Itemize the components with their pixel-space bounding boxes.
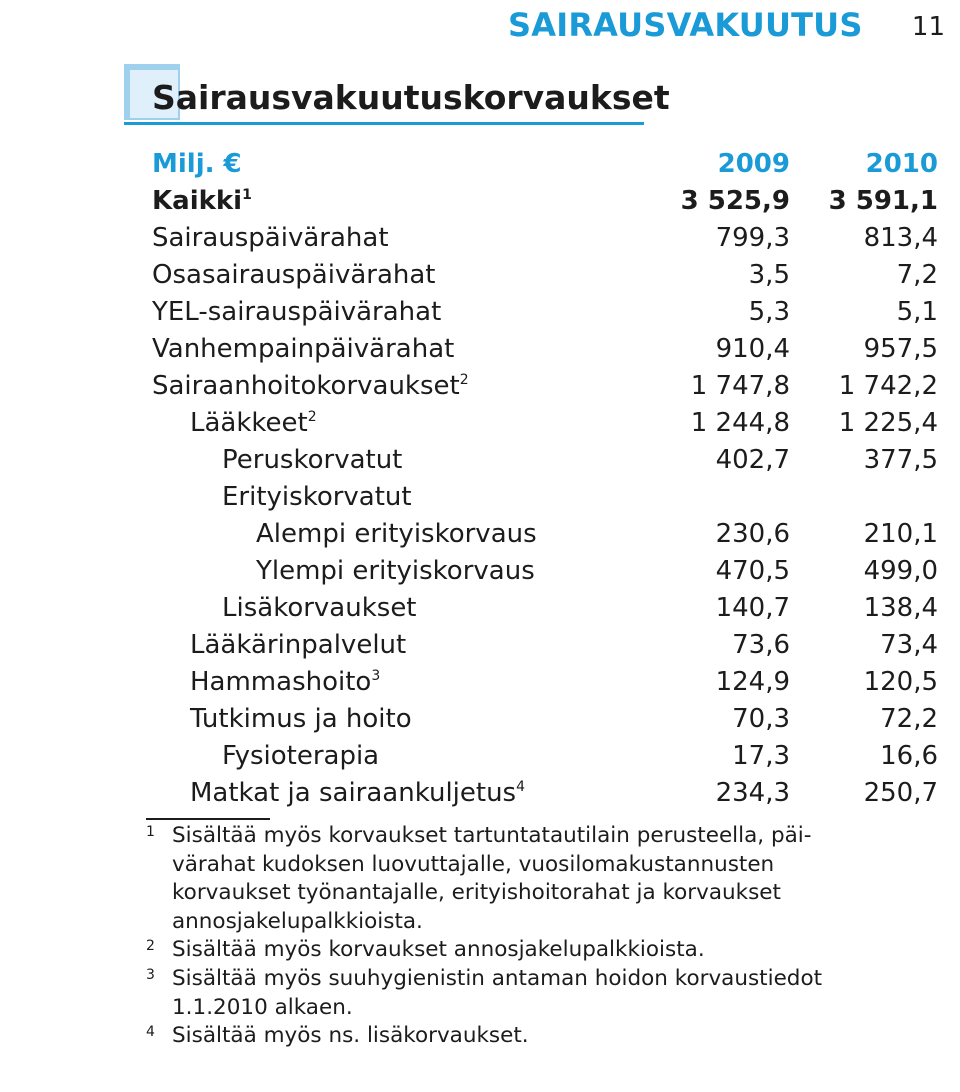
row-label-text: Lisäkorvaukset [222, 593, 417, 623]
table-row [152, 553, 942, 590]
row-label [152, 664, 380, 701]
row-label-text: Sairaanhoitokorvaukset [152, 371, 460, 401]
footnote-reference: 1 [242, 187, 252, 203]
column-header-2009: 2009 [717, 149, 790, 179]
value-2009: 73,6 [732, 630, 790, 660]
footnotes [146, 822, 952, 1051]
table-row [152, 442, 942, 479]
row-label-text: Lääkärinpalvelut [190, 630, 407, 660]
footnote-line: 1.1.2010 alkaen. [172, 994, 353, 1020]
value-2010: 957,5 [863, 334, 938, 364]
value-2010: 73,4 [880, 630, 938, 660]
value-2010: 138,4 [863, 593, 938, 623]
footnote-mark: 2 [146, 938, 155, 955]
row-label [152, 516, 537, 553]
value-2009: 1 747,8 [690, 371, 790, 401]
footnote-reference: 2 [459, 372, 469, 388]
row-label-text: Osasairauspäivärahat [152, 260, 436, 290]
footnote-divider [146, 818, 270, 820]
table-body [152, 183, 942, 812]
value-2010: 120,5 [863, 667, 938, 697]
data-table [152, 146, 942, 812]
table-row [152, 405, 942, 442]
table-row [152, 738, 942, 775]
value-2009: 5,3 [748, 297, 790, 327]
row-label-text: YEL-sairauspäivärahat [152, 297, 442, 327]
footnote-line: Sisältää myös ns. lisäkorvaukset. [172, 1023, 529, 1049]
value-2009: 799,3 [715, 223, 790, 253]
table-header-row [152, 146, 942, 183]
row-label-text: Sairauspäivärahat [152, 223, 389, 253]
row-label [152, 220, 389, 257]
value-2009: 3,5 [748, 260, 790, 290]
table-row [152, 516, 942, 553]
footnote-line: korvaukset työnantajalle, erityishoitorahat ja korvaukset [172, 880, 781, 906]
row-label-text: Matkat ja sairaankuljetus [190, 778, 517, 808]
footnote-reference: 4 [516, 779, 526, 795]
row-label-text: Alempi erityiskorvaus [256, 519, 537, 549]
value-2009: 234,3 [715, 778, 790, 808]
table-row [152, 775, 942, 812]
table-row [152, 479, 942, 516]
title-underline [124, 122, 644, 125]
value-2009: 3 525,9 [680, 186, 790, 216]
table-title: Sairausvakuutuskorvaukset [152, 78, 670, 117]
row-label-text: Lääkkeet [190, 408, 308, 438]
value-2010: 1 225,4 [838, 408, 938, 438]
row-label [152, 183, 252, 220]
value-2009: 140,7 [715, 593, 790, 623]
value-2009: 470,5 [715, 556, 790, 586]
footnote-line: Sisältää myös suuhygienistin antaman hoidon korvaustiedot [172, 965, 823, 991]
table-row [152, 368, 942, 405]
row-label [152, 775, 525, 812]
table-row [152, 701, 942, 738]
value-2009: 70,3 [732, 704, 790, 734]
value-2009: 230,6 [715, 519, 790, 549]
footnote-line: värahat kudoksen luovuttajalle, vuosilomakustannusten [172, 851, 775, 877]
row-label-text: Erityiskorvatut [222, 482, 412, 512]
row-label-text: Fysioterapia [222, 741, 380, 771]
value-2010: 1 742,2 [838, 371, 938, 401]
table-row [152, 627, 942, 664]
table-row [152, 294, 942, 331]
value-2010: 210,1 [863, 519, 938, 549]
value-2009: 402,7 [715, 445, 790, 475]
row-label [152, 627, 406, 664]
unit-label: Milj. € [152, 149, 242, 179]
footnote [146, 822, 952, 936]
table-title-block [124, 64, 954, 126]
row-label [152, 553, 535, 590]
row-label [152, 257, 436, 294]
table-row [152, 220, 942, 257]
footnote-mark: 3 [146, 966, 155, 983]
footnote-line: Sisältää myös korvaukset annosjakelupalkkioista. [172, 937, 705, 963]
row-label [152, 479, 412, 516]
footnote-reference: 2 [307, 409, 317, 425]
section-title: SAIRAUSVAKUUTUS [508, 6, 863, 44]
row-label [152, 442, 402, 479]
value-2010: 16,6 [880, 741, 938, 771]
table-row [152, 183, 942, 220]
footnote [146, 1022, 952, 1051]
value-2009: 124,9 [715, 667, 790, 697]
value-2009: 1 244,8 [690, 408, 790, 438]
column-header-2010: 2010 [865, 149, 938, 179]
table-row [152, 331, 942, 368]
value-2010: 813,4 [863, 223, 938, 253]
page-header [508, 6, 953, 46]
footnote-line: Sisältää myös korvaukset tartuntatautilain perusteella, päi- [172, 823, 812, 848]
footnote-mark: 1 [146, 824, 155, 840]
value-2010: 5,1 [896, 297, 938, 327]
row-label [152, 368, 469, 405]
footnote [146, 936, 952, 965]
row-label-text: Tutkimus ja hoito [190, 704, 412, 734]
value-2010: 72,2 [880, 704, 938, 734]
value-2010: 3 591,1 [828, 186, 938, 216]
value-2010: 7,2 [896, 260, 938, 290]
table-row [152, 664, 942, 701]
footnote [146, 965, 952, 1022]
row-label [152, 738, 379, 775]
value-2009: 910,4 [715, 334, 790, 364]
row-label [152, 331, 454, 368]
value-2010: 377,5 [863, 445, 938, 475]
row-label-text: Peruskorvatut [222, 445, 403, 475]
footnote-reference: 3 [371, 668, 381, 684]
footnote-mark: 4 [146, 1024, 155, 1041]
row-label [152, 590, 417, 627]
row-label [152, 405, 317, 442]
row-label [152, 294, 441, 331]
table-row [152, 257, 942, 294]
row-label-text: Ylempi erityiskorvaus [256, 556, 535, 586]
value-2010: 250,7 [863, 778, 938, 808]
footnote-line: annosjakelupalkkioista. [172, 908, 423, 934]
row-label [152, 701, 412, 738]
value-2010: 499,0 [863, 556, 938, 586]
page-number: 11 [911, 12, 945, 42]
row-label-text: Vanhempainpäivärahat [152, 334, 455, 364]
table-row [152, 590, 942, 627]
value-2009: 17,3 [732, 741, 790, 771]
row-label-text: Hammashoito [190, 667, 372, 697]
row-label-text: Kaikki [152, 186, 243, 216]
